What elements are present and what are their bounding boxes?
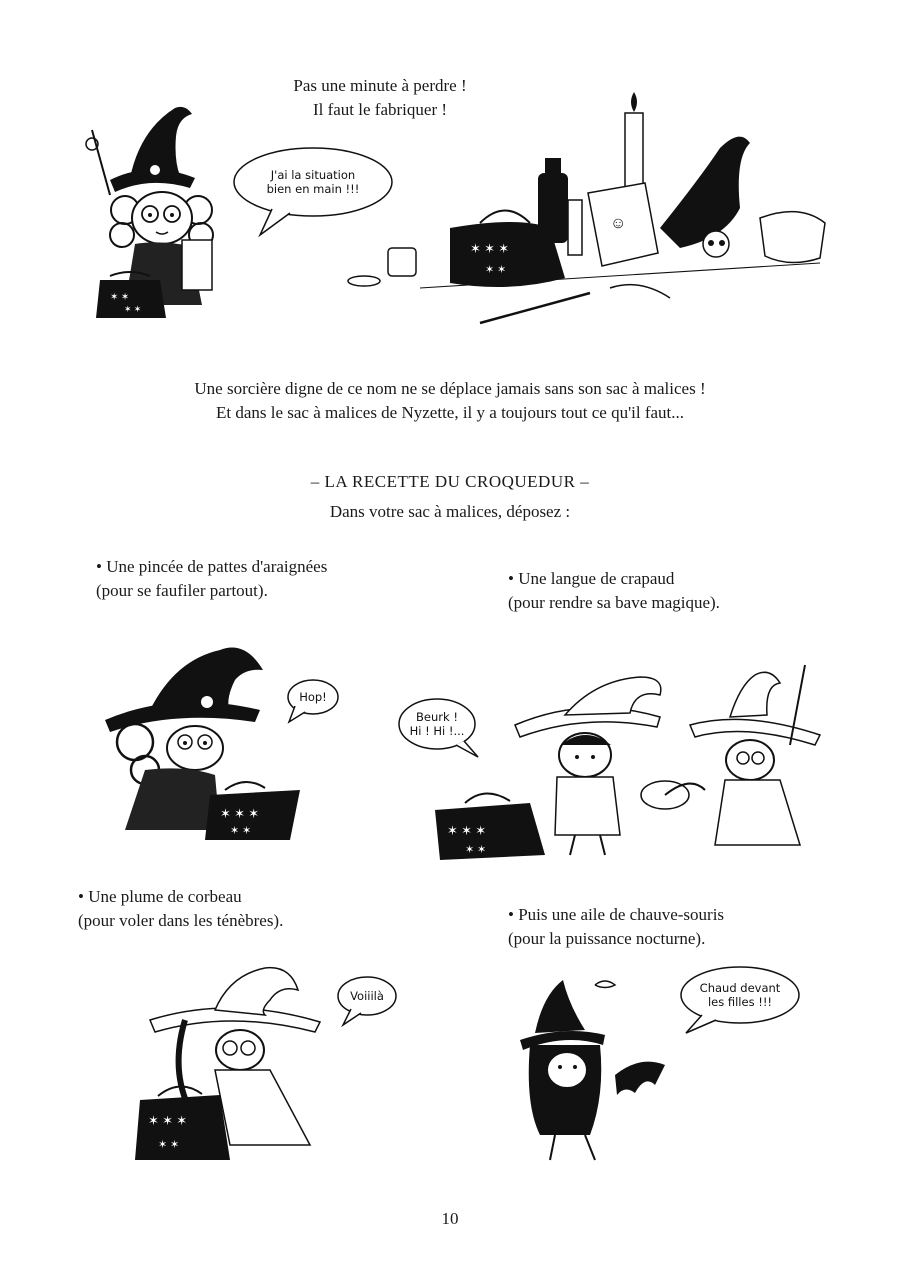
intro-line-1: Pas une minute à perdre ! [293, 76, 467, 95]
bubble-beurk-text: Beurk ! Hi ! Hi !... [409, 710, 465, 738]
potions-and-candle-still-life [340, 88, 840, 338]
bubble-chaud-devant-text: Chaud devant les filles !!! [699, 981, 781, 1009]
svg-text:✶ ✶ ✶: ✶ ✶ ✶ [220, 806, 260, 821]
svg-text:✶ ✶: ✶ ✶ [485, 264, 507, 276]
svg-text:☺: ☺ [610, 215, 627, 232]
bubble-voila-text: Voiiilà [350, 989, 384, 1003]
recipe-heading [200, 470, 700, 524]
recipe-item-4: • Puis une aile de chauve-souris (pour la puissance nocturne). [508, 905, 725, 948]
svg-text:✶ ✶ ✶: ✶ ✶ ✶ [148, 1113, 188, 1128]
svg-text:✶ ✶: ✶ ✶ [110, 292, 130, 303]
paragraph-line-2: Et dans le sac à malices de Nyzette, il y a toujours tout ce qu'il faut... [215, 403, 685, 422]
bubble-situation-text: J'ai la situation bien en main !!! [266, 168, 360, 196]
witches-toad-tongue-illustration [425, 655, 835, 865]
bubble-hop-text: Hop! [299, 690, 327, 704]
svg-text:✶ ✶: ✶ ✶ [465, 844, 487, 856]
paragraph-line-1: Une sorcière digne de ce nom ne se déplace jamais sans son sac à malices ! [194, 379, 706, 398]
recipe-title: – LA RECETTE DU CROQUEDUR – [310, 472, 590, 491]
svg-text:✶ ✶: ✶ ✶ [230, 825, 252, 837]
witch-spider-legs-illustration [95, 630, 315, 840]
speech-bubble-beurk [398, 697, 476, 751]
recipe-item-2: • Une langue de crapaud (pour rendre sa bave magique). [508, 569, 720, 612]
speech-bubble-hop [287, 678, 339, 716]
svg-text:✶ ✶: ✶ ✶ [124, 304, 142, 314]
witch-crow-feather-illustration [130, 960, 330, 1165]
svg-text:✶ ✶: ✶ ✶ [158, 1139, 180, 1151]
recipe-subtitle: Dans votre sac à malices, déposez : [329, 502, 571, 521]
recipe-item-1: • Une pincée de pattes d'araignées (pour se faufiler partout). [96, 557, 328, 600]
speech-bubble-chaud-devant [680, 965, 800, 1025]
witch-with-bag-illustration [80, 100, 230, 325]
witch-bat-wing-illustration [505, 975, 675, 1170]
speech-bubble-voila [337, 975, 397, 1017]
intro-line-2: Il faut le fabriquer ! [312, 100, 448, 119]
page-number: 10 [441, 1209, 459, 1228]
intro-paragraph [60, 377, 840, 425]
svg-text:✶ ✶ ✶: ✶ ✶ ✶ [470, 241, 510, 256]
svg-text:✶ ✶ ✶: ✶ ✶ ✶ [447, 823, 487, 838]
recipe-item-3: • Une plume de corbeau (pour voler dans les ténèbres). [78, 887, 284, 930]
